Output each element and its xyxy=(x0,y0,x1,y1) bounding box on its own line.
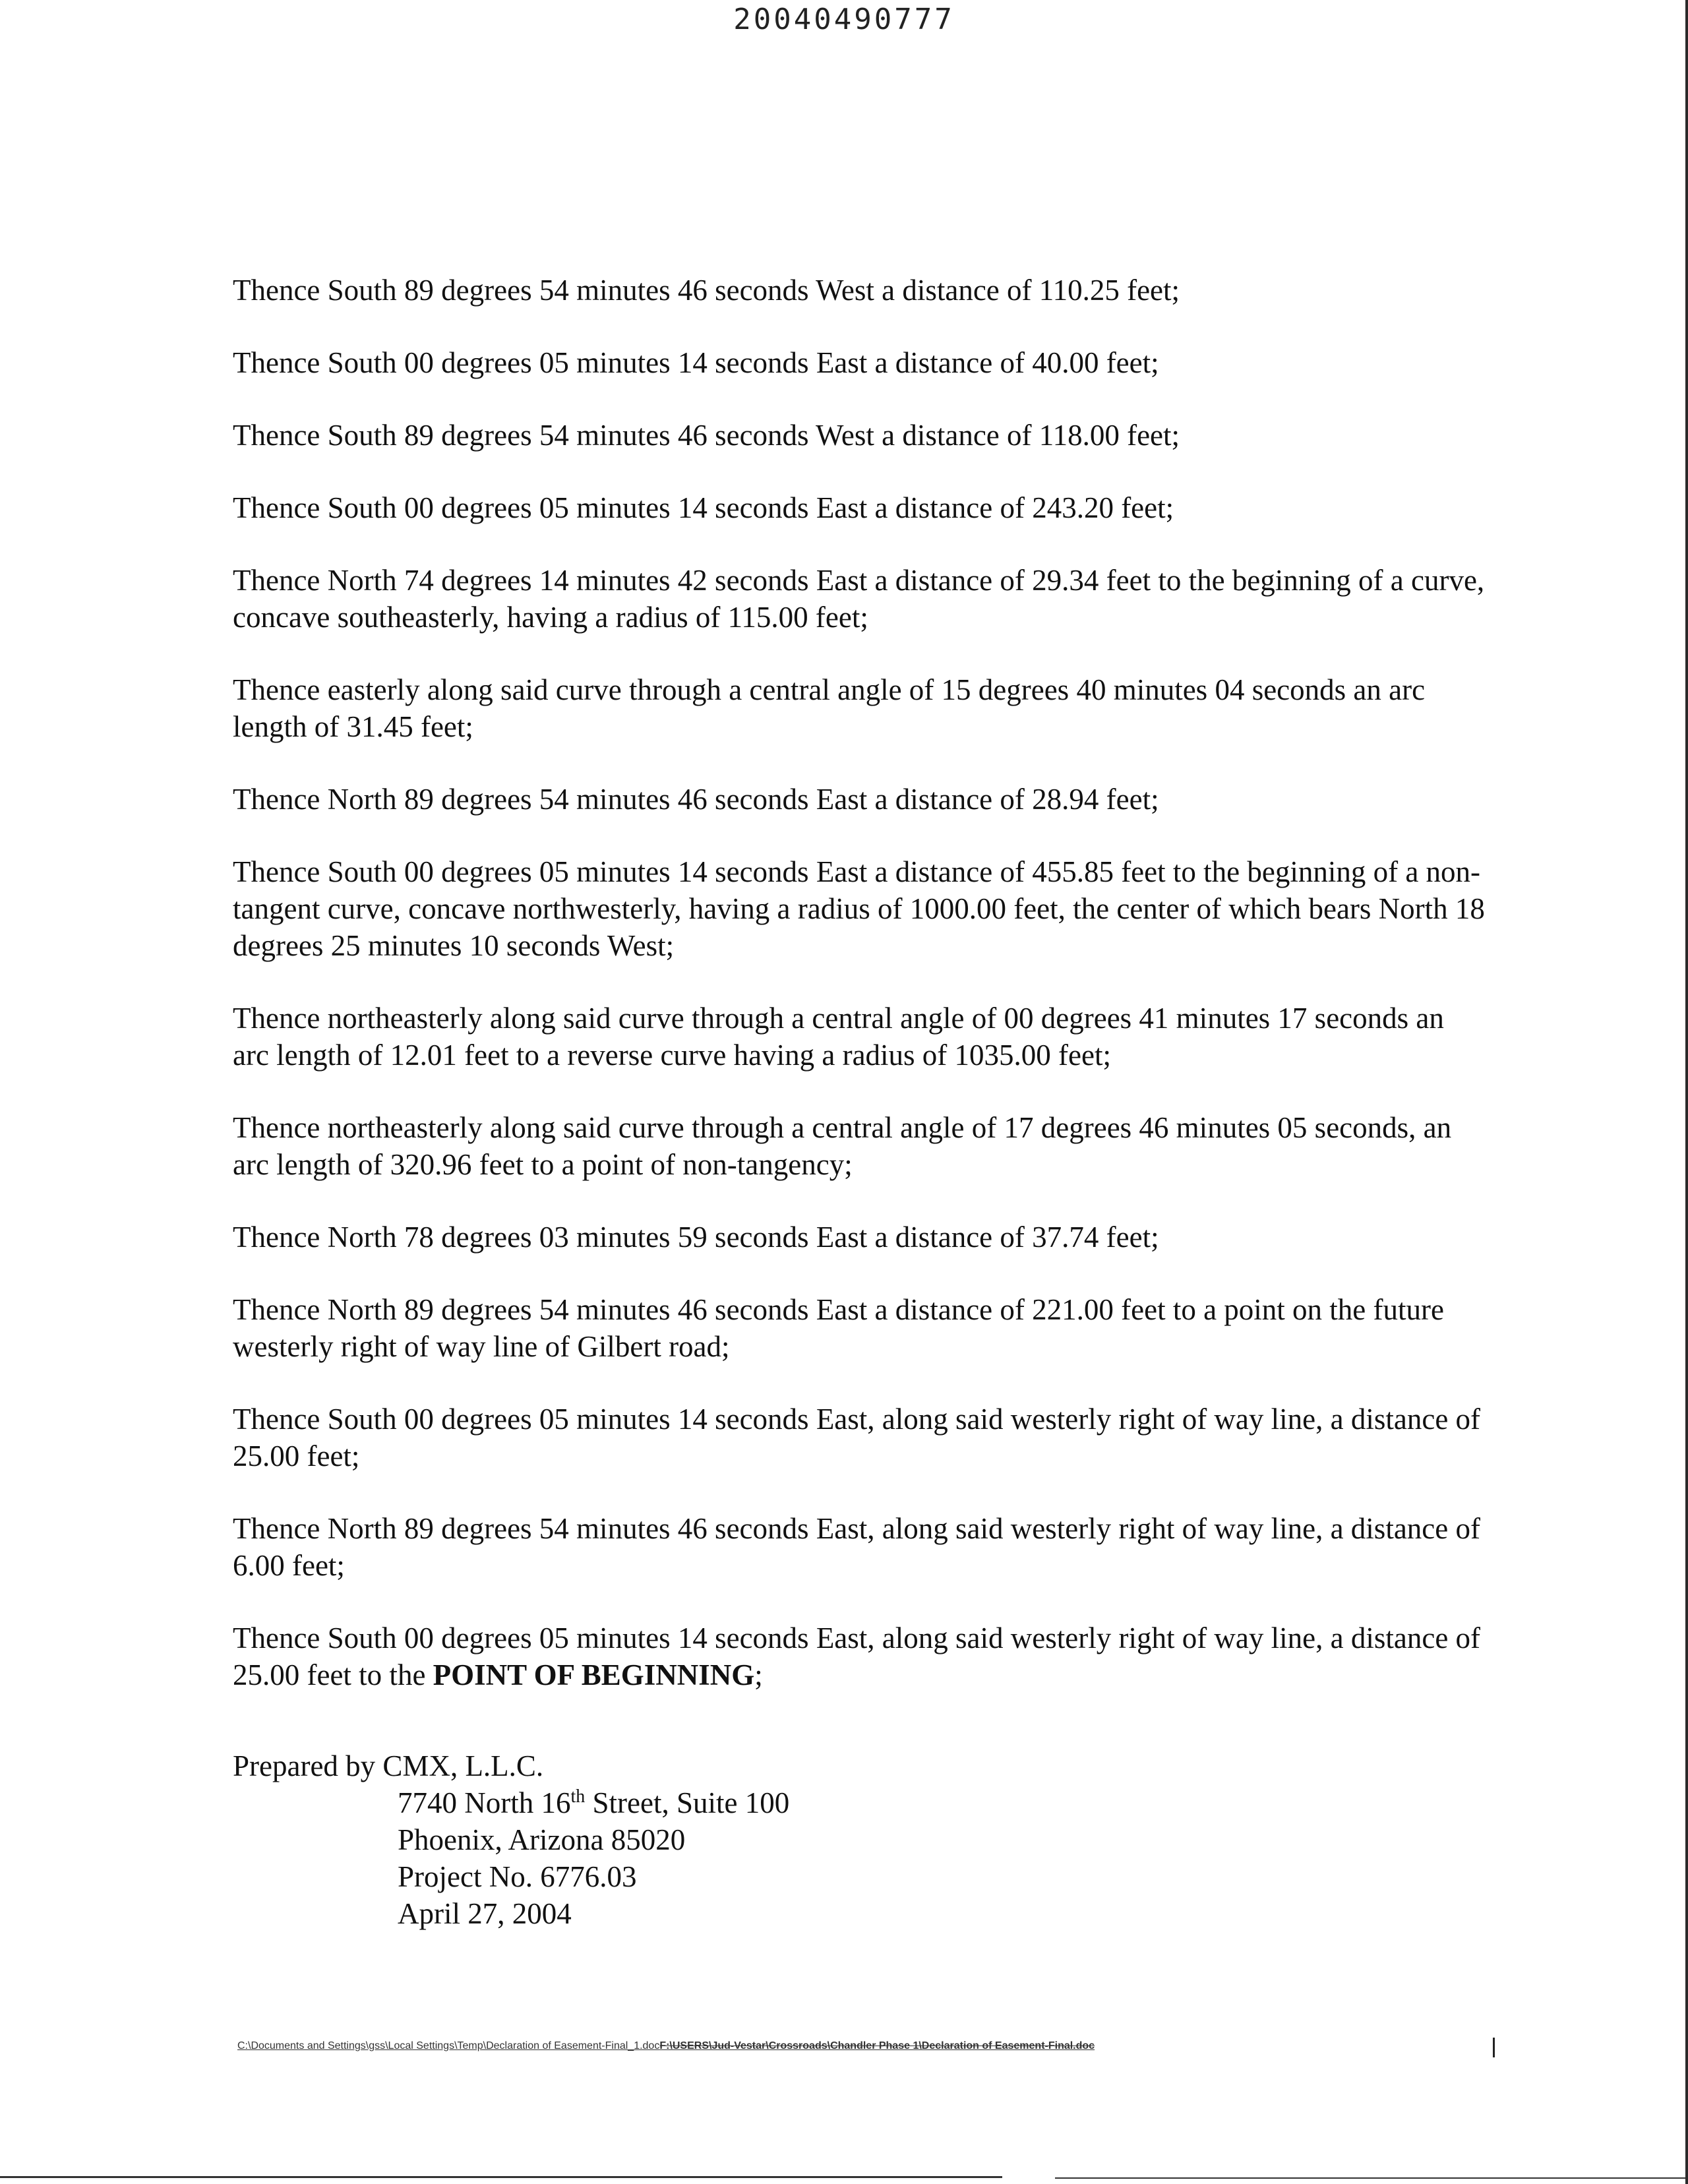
document-number: 20040490777 xyxy=(733,3,955,36)
street-ordinal-suffix: th xyxy=(570,1786,586,1807)
course-paragraph: Thence northeasterly along said curve through a central angle of 17 degrees 46 minutes 05 seconds, an arc length of 320.96 feet to a point of non-tangency; xyxy=(233,1111,1452,1181)
course-paragraph: Thence South 89 degrees 54 minutes 46 seconds West a distance of 110.25 feet; xyxy=(233,274,1180,307)
project-number: Project No. 6776.03 xyxy=(398,1860,637,1893)
scan-right-edge xyxy=(1685,0,1688,2184)
street-number: 7740 North 16 xyxy=(398,1786,571,1819)
scan-edge-line-right xyxy=(1055,2177,1688,2179)
revision-change-bar xyxy=(1493,2038,1495,2057)
footer-current-path: C:\Documents and Settings\gss\Local Settings\Temp\Declaration of Easement-Final_1.doc xyxy=(237,2040,660,2051)
course-paragraph: Thence North 89 degrees 54 minutes 46 seconds East, along said westerly right of way line, a distance of 6.00 feet; xyxy=(233,1512,1480,1582)
street-rest: Street, Suite 100 xyxy=(585,1786,790,1819)
course-paragraph: Thence South 00 degrees 05 minutes 14 seconds East a distance of 243.20 feet; xyxy=(233,491,1174,524)
course-paragraph: Thence South 89 degrees 54 minutes 46 seconds West a distance of 118.00 feet; xyxy=(233,419,1180,452)
prepared-by-label: Prepared by CMX, L.L.C. xyxy=(233,1749,544,1782)
footer-struck-path: F:\USERS\Jud-Vestar\Crossroads\Chandler Phase 1\Declaration of Easement-Final.doc xyxy=(659,2040,1095,2051)
final-course-paragraph xyxy=(233,1620,1486,1693)
course-paragraph: Thence North 78 degrees 03 minutes 59 seconds East a distance of 37.74 feet; xyxy=(233,1221,1159,1254)
course-paragraph: Thence South 00 degrees 05 minutes 14 seconds East a distance of 40.00 feet; xyxy=(233,346,1159,379)
preparer-city: Phoenix, Arizona 85020 xyxy=(398,1823,686,1856)
course-paragraph: Thence northeasterly along said curve through a central angle of 00 degrees 41 minutes 17 seconds an arc length of 12.01 feet to a reverse curve having a radius of 1035.00 feet; xyxy=(233,1002,1444,1072)
course-paragraph: Thence South 00 degrees 05 minutes 14 seconds East, along said westerly right of way line, a distance of 25.00 feet; xyxy=(233,1403,1481,1472)
course-paragraph: Thence North 74 degrees 14 minutes 42 seconds East a distance of 29.34 feet to the beginning of a curve, concave southeasterly, having a radius of 115.00 feet; xyxy=(233,564,1485,634)
legal-description-body xyxy=(233,272,1486,1729)
final-course-text: Thence South 00 degrees 05 minutes 14 seconds East, along said westerly right of way line, a distance of 25.00 feet to the xyxy=(233,1622,1481,1691)
prepared-date: April 27, 2004 xyxy=(398,1897,572,1930)
preparer-street xyxy=(398,1784,789,1821)
course-paragraph: Thence North 89 degrees 54 minutes 46 seconds East a distance of 28.94 feet; xyxy=(233,783,1159,816)
point-of-beginning: POINT OF BEGINNING xyxy=(433,1658,755,1691)
footer-file-path xyxy=(237,2040,1365,2052)
course-paragraph: Thence North 89 degrees 54 minutes 46 seconds East a distance of 221.00 feet to a point on the future westerly right of way line of Gilbert road; xyxy=(233,1293,1444,1363)
scan-edge-line xyxy=(0,2176,1002,2178)
course-paragraph: Thence easterly along said curve through a central angle of 15 degrees 40 minutes 04 seconds an arc length of 31.45 feet; xyxy=(233,673,1426,743)
course-paragraph: Thence South 00 degrees 05 minutes 14 seconds East a distance of 455.85 feet to the beginning of a non-tangent curve, concave northwesterly, having a radius of 1000.00 feet, the center of which bears North 18 degrees 25 minutes 10 seconds West; xyxy=(233,855,1485,962)
preparer-address-block xyxy=(398,1784,789,1932)
final-course-end: ; xyxy=(754,1658,763,1691)
